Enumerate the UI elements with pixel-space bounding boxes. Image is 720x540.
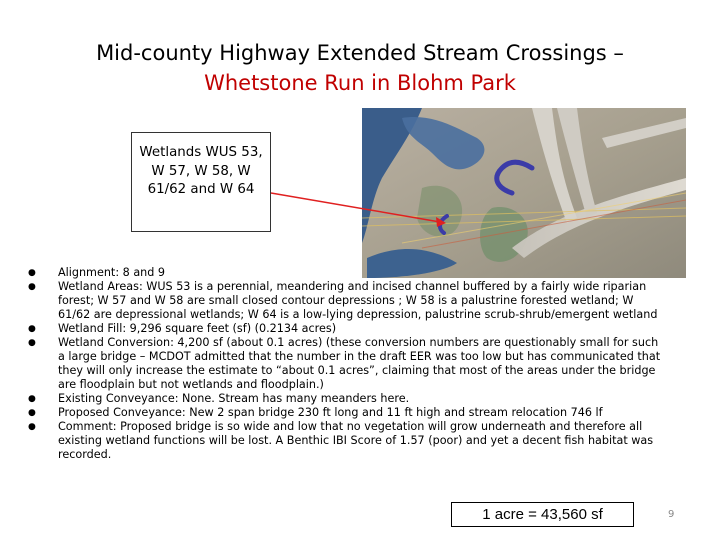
- page-number: 9: [668, 509, 675, 520]
- bullet-icon: ●: [28, 338, 36, 348]
- bullet-item: ● Alignment: 8 and 9: [28, 266, 166, 279]
- title-line-2: Whetstone Run in Blohm Park: [204, 71, 516, 95]
- bullet-item: ● Wetland Conversion: 4,200 sf (about 0.1 acres) (these conversion numbers are questionably small for such a large bridge – MCDOT admitted that the number in the draft EER was too low but has communicated that they will only increase the estimate to “about 0.1 acres”, claiming that most of the areas under the bridge are floodplain but not wetlands and floodplain.): [28, 336, 661, 391]
- callout-text: Wetlands WUS 53, W 57, W 58, W 61/62 and W 64: [139, 145, 263, 197]
- bullet-item: ● Proposed Conveyance: New 2 span bridge 230 ft long and 11 ft high and stream relocation 746 lf: [28, 406, 603, 419]
- bullet-item: ● Wetland Fill: 9,296 square feet (sf) (0.2134 acres): [28, 322, 337, 335]
- aerial-map-graphic: [362, 108, 686, 278]
- aerial-map-image: [362, 108, 686, 278]
- slide-title: [40, 38, 680, 98]
- bullet-icon: ●: [28, 268, 36, 278]
- title-line-1: Mid-county Highway Extended Stream Crossings –: [96, 41, 624, 65]
- bullet-icon: ●: [28, 408, 36, 418]
- details-bullet-list: [28, 266, 668, 462]
- wetlands-callout-box: [131, 132, 271, 232]
- bullet-icon: ●: [28, 324, 36, 334]
- bullet-item: ● Wetland Areas: WUS 53 is a perennial, meandering and incised channel buffered by a fairly wide riparian forest; W 57 and W 58 are small closed contour depressions ; W 58 is a palustrine forested wetland; W 61/62 are depressional wetlands; W 64 is a low-lying depression, palustrine scrub-shrub/emergent wetland: [28, 280, 658, 321]
- bullet-item: ● Comment: Proposed bridge is so wide and low that no vegetation will grow underneath and therefore all existing wetland functions will be lost. A Benthic IBI Score of 1.57 (poor) and yet a decent fish habitat was recorded.: [28, 420, 654, 461]
- bullet-item: ● Existing Conveyance: None. Stream has many meanders here.: [28, 392, 410, 405]
- bullet-icon: ●: [28, 394, 36, 404]
- bullet-icon: ●: [28, 282, 36, 292]
- acre-conversion-box: 1 acre = 43,560 sf: [451, 502, 634, 527]
- bullet-icon: ●: [28, 422, 36, 432]
